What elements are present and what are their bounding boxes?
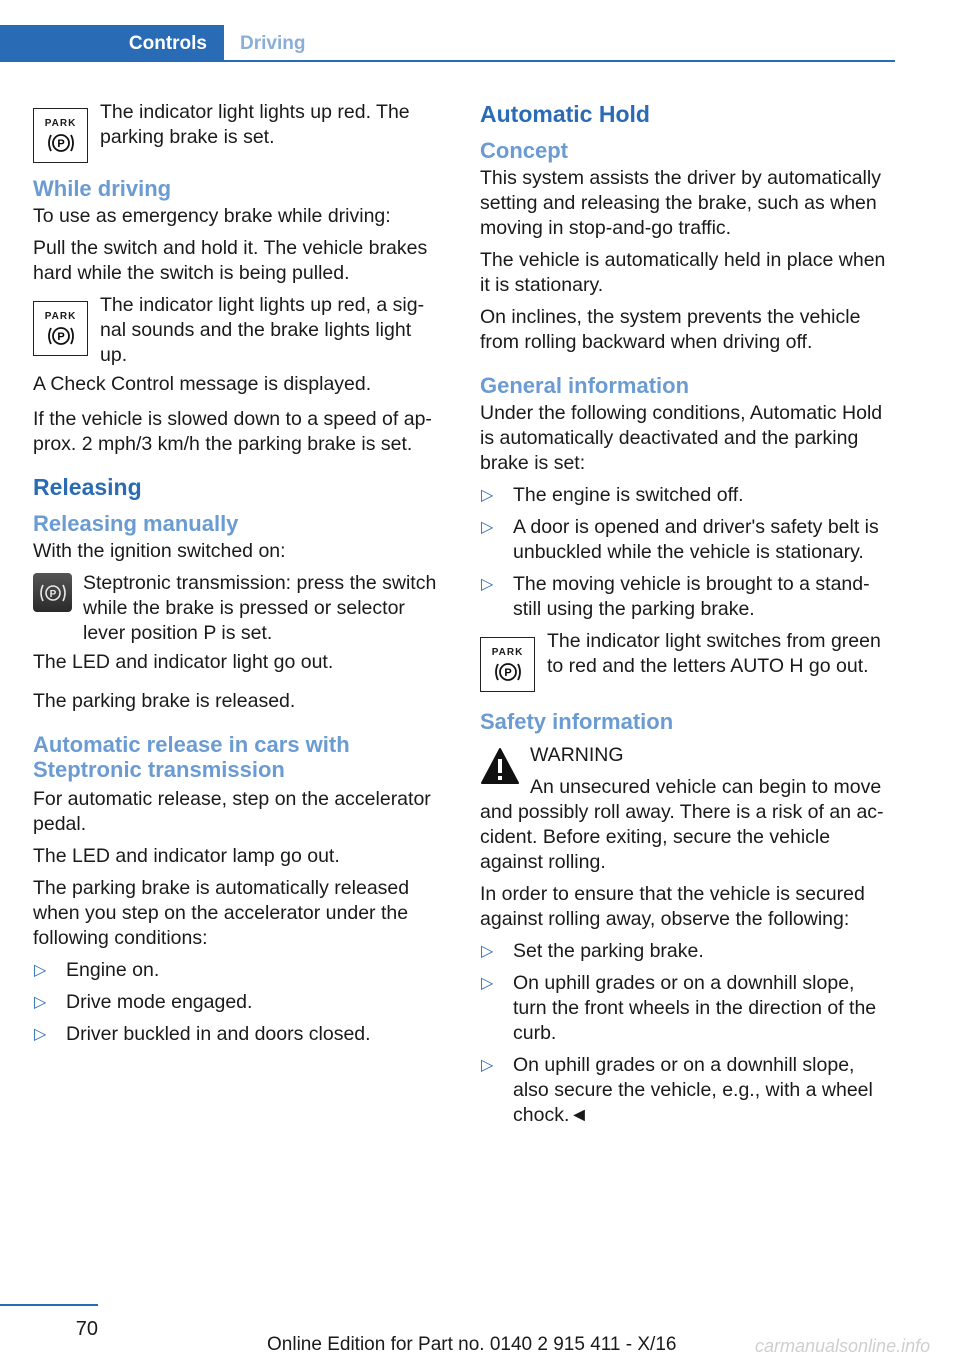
bullet-triangle-icon: ▷ (34, 994, 47, 1011)
park-indicator-note-3 (480, 629, 890, 687)
warning-triangle-icon (480, 747, 520, 785)
paragraph-general: Under the following conditions, Automatic Hold is automatically deactivated and the parking brake is set: (480, 402, 883, 474)
left-column (33, 100, 443, 1054)
bullet-triangle-icon: ▷ (481, 487, 494, 504)
heading-automatic-hold: Automatic Hold (480, 101, 650, 127)
paragraph-slowed-down: If the vehicle is slowed down to a speed of approx. 2 mph/3 km/h the parking brake is set. (33, 408, 432, 455)
list-item: ▷ Engine on. (34, 959, 160, 981)
paragraph-concept-3: On inclines, the system prevents the vehicle from rolling backward when driving off. (480, 306, 861, 353)
switch-text: Steptronic transmission: press the switch while the brake is pressed or selector lever position P is set. (83, 572, 437, 644)
paragraph-conditions: The parking brake is automatically released when you step on the accelerator under the following conditions: (33, 877, 410, 949)
bullet-triangle-icon: ▷ (481, 576, 494, 593)
park-indicator-note-1 (33, 100, 443, 158)
warning-block (480, 743, 890, 875)
heading-releasing: Releasing (33, 474, 142, 500)
heading-safety-information: Safety information (480, 709, 674, 734)
list-item: ▷ On uphill grades or on a downhill slope, turn the front wheels in the direction of the curb. (481, 972, 877, 1044)
footer-edition: Online Edition for Part no. 0140 2 915 411 - X/16 (267, 1334, 677, 1355)
svg-text:P: P (49, 588, 56, 600)
release-conditions-list (33, 958, 443, 1047)
right-column (480, 100, 890, 1135)
list-item: ▷ The moving vehicle is brought to a standstill using the parking brake. (481, 573, 870, 620)
paragraph-concept-2: The vehicle is automatically held in place when it is stationary. (480, 249, 886, 296)
parking-brake-switch-icon (33, 573, 72, 612)
switch-note (33, 571, 443, 646)
paragraph-pull-switch: Pull the switch and hold it. The vehicle brakes hard while the switch is being pulled. (33, 237, 428, 284)
bullet-triangle-icon: ▷ (481, 975, 494, 992)
bullet-triangle-icon: ▷ (481, 1057, 494, 1074)
warning-label: WARNING (530, 744, 624, 766)
bullet-triangle-icon: ▷ (34, 962, 47, 979)
paragraph-ignition: With the ignition switched on: (33, 540, 286, 562)
svg-text:P: P (56, 330, 65, 343)
paragraph-ensure-secured: In order to ensure that the vehicle is secured against rolling away, observe the following: (480, 883, 865, 930)
paragraph-emergency: To use as emergency brake while driving: (33, 205, 391, 227)
list-item: ▷ Driver buckled in and doors closed. (34, 1023, 371, 1045)
watermark: carmanualsonline.info (755, 1336, 931, 1356)
heading-releasing-manually: Releasing manually (33, 511, 239, 536)
park-brake-indicator-icon: PARK P (480, 637, 535, 692)
page-number: 70 (75, 1318, 98, 1340)
svg-text:P: P (503, 666, 512, 679)
park-brake-indicator-icon: PARK P (33, 301, 88, 356)
paragraph-led-out: The LED and indicator light go out. (33, 651, 334, 673)
paragraph-released: The parking brake is released. (33, 690, 296, 712)
deactivation-conditions-list (480, 483, 890, 622)
paragraph-led-lamp: The LED and indicator lamp go out. (33, 845, 340, 867)
indicator-text-2: The indicator light lights up red, a signal sounds and the brake lights light up. (100, 294, 425, 366)
list-item: ▷ A door is opened and driver's safety belt is unbuckled while the vehicle is stationary. (481, 516, 879, 563)
heading-automatic-release: Automatic release in cars with Steptronic transmission (33, 732, 350, 782)
paragraph-auto-release: For automatic release, step on the accelerator pedal. (33, 788, 431, 835)
securing-steps-list (480, 939, 890, 1128)
list-item: ▷ The engine is switched off. (481, 484, 744, 506)
indicator-text-1: The indicator light lights up red. The parking brake is set. (100, 101, 410, 148)
footer-rule (0, 1304, 98, 1306)
park-brake-indicator-icon: PARK P (33, 108, 88, 163)
tab-controls[interactable]: Controls (0, 25, 224, 62)
bullet-triangle-icon: ▷ (481, 943, 494, 960)
park-indicator-note-2 (33, 293, 443, 368)
list-item: ▷ Set the parking brake. (481, 940, 704, 962)
tab-driving[interactable]: Driving (240, 32, 306, 54)
list-item: ▷ Drive mode engaged. (34, 991, 253, 1013)
heading-while-driving: While driving (33, 176, 172, 201)
paragraph-concept-1: This system assists the driver by automatically setting and releasing the brake, such as when moving in stop-and-go traffic. (480, 167, 881, 239)
bullet-triangle-icon: ▷ (34, 1026, 47, 1043)
list-item: ▷ On uphill grades or on a downhill slope, also secure the vehicle, e.g., with a wheel chock.◄ (481, 1054, 873, 1126)
bullet-triangle-icon: ▷ (481, 519, 494, 536)
svg-text:P: P (56, 137, 65, 150)
section-tab-bar (0, 25, 895, 62)
heading-concept: Concept (480, 138, 568, 163)
paragraph-check-control: A Check Control message is displayed. (33, 373, 372, 395)
heading-general-information: General information (480, 373, 690, 398)
warning-text: An unsecured vehicle can begin to move and possibly roll away. There is a risk of an accident. Before exiting, secure the vehicle against rolling. (480, 776, 884, 873)
indicator-text-3: The indicator light switches from green to red and the letters AUTO H go out. (547, 630, 881, 677)
